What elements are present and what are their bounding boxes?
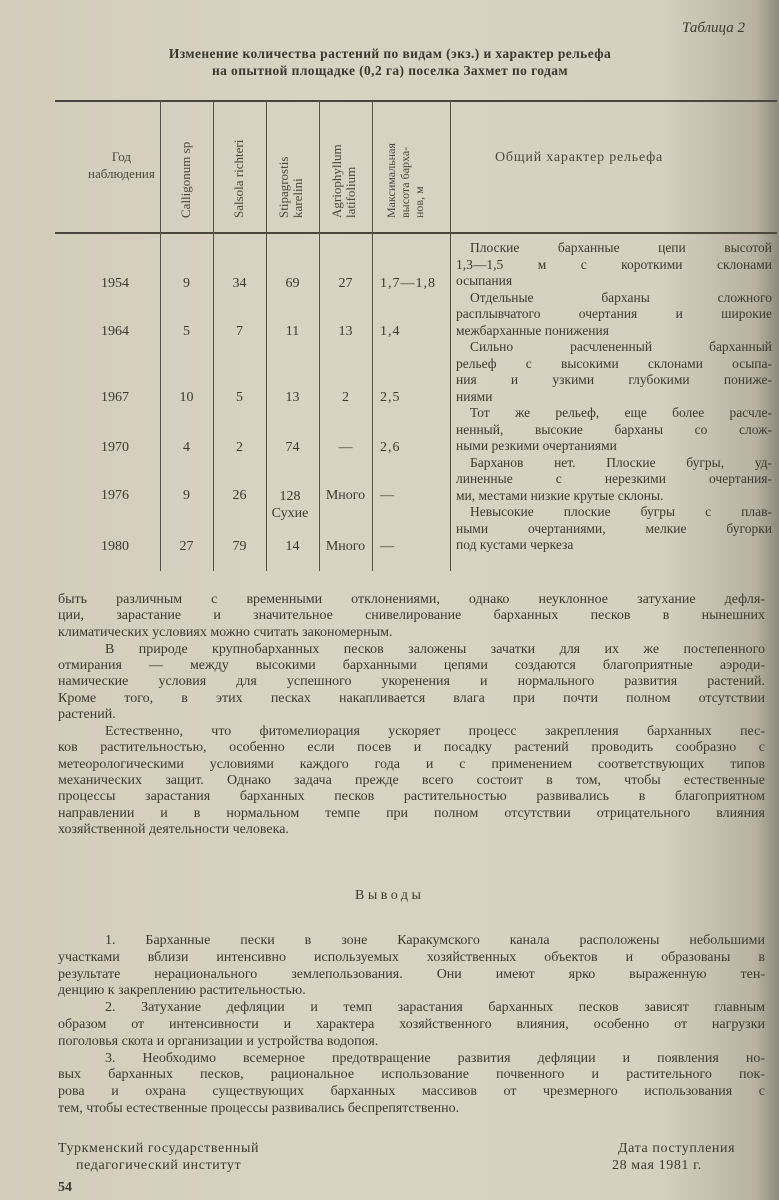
conclusion-line: рова и охрана существующих барханных массивов от чрезмерного использования с: [58, 1084, 765, 1100]
conclusions-heading: Выводы: [355, 888, 425, 903]
conclusion-line: 2. Затухание дефляции и темп зарастания барханных песков зависят главным: [105, 1000, 765, 1016]
cell-salsola: 26: [232, 488, 247, 503]
cell-height: —: [380, 488, 395, 503]
cell-salsola: 5: [236, 390, 243, 405]
header-relief: Общий характер рельефа: [495, 150, 664, 165]
cell-salsola: 34: [232, 276, 247, 291]
body-line: механических защит. Однако задача прежде всего состоит в том, чтобы естественные: [58, 773, 765, 788]
cell-stipagrostis: 14: [285, 539, 300, 554]
body-line: быть различным с временными отклонениями, однако неуклонное затухание дефля-: [58, 592, 765, 607]
header-salsola: Salsola richteri: [231, 139, 246, 218]
conclusion-line: образом от интенсивности и характера хозяйственного влияния, особенно от нагрузки: [58, 1017, 765, 1032]
column-divider: [372, 101, 373, 571]
page-number: 54: [58, 1180, 72, 1195]
cell-year: 1964: [101, 324, 129, 339]
relief-text-line: осыпания: [456, 273, 513, 288]
header-year-line-1: Год: [111, 149, 131, 164]
body-line: растений.: [58, 707, 116, 723]
table-caption-line-1: Изменение количества растений по видам (экз.) и характер рельефа: [168, 46, 612, 61]
body-line: В природе крупнобарханных песков заложены зачатки для их же постепенного: [105, 641, 765, 657]
body-line: ции, зарастание и значительное снивелирование барханных песков в нынешних: [58, 608, 765, 624]
relief-text-line: ными резкими очертаниями: [456, 438, 617, 453]
relief-text-line: рельеф с высокими склонами осыпа-: [456, 355, 772, 371]
footer-received-date: [612, 1141, 736, 1174]
institution-line-2: педагогический институт: [76, 1157, 242, 1173]
body-line: метеорологическими условиями каждого года и с применением соответствующих типов: [58, 756, 765, 772]
cell-height: 2,6: [380, 440, 401, 455]
relief-text-line: 1,3—1,5 м с короткими склонами: [456, 256, 772, 272]
cell-calligonum: 9: [183, 276, 190, 291]
conclusion-line: поголовья скота и организации и устройства водопоя.: [58, 1033, 379, 1049]
cell-agriophyllum: 2: [342, 390, 349, 405]
header-year: [88, 148, 155, 182]
relief-text-line: ниями: [456, 388, 493, 404]
cell-agriophyllum: Много: [325, 488, 366, 503]
table-caption-line-2: на опытной площадке (0,2 га) поселка Захмет по годам: [211, 63, 569, 78]
received-label: Дата поступления: [618, 1141, 736, 1156]
cell-stipagrostis: 13: [285, 390, 300, 405]
cell-height: 2,5: [380, 390, 401, 405]
conclusion-line: денцию к закреплению растительностью.: [58, 983, 306, 999]
relief-text-line: ненный, высокие барханы со слож-: [456, 421, 772, 437]
institution-line-1: Туркменский государственный: [58, 1141, 260, 1156]
body-line: ков растительностью, особенно если посев и посадку растений проводить сообразно с: [58, 740, 765, 756]
relief-text-line: межбарханные понижения: [456, 322, 609, 338]
body-line: Кроме того, в этих песках накапливается влага при почти полном отсутствии: [58, 690, 765, 706]
relief-text-line: ния и узкими глубокими пониже-: [456, 372, 772, 387]
header-stipagrostis: [277, 157, 305, 218]
cell-height: 1,4: [380, 324, 401, 339]
header-max-height-line-2: высота барха-: [398, 146, 412, 218]
header-stipagrostis-line-2: karelini: [290, 178, 305, 218]
cell-year: 1954: [101, 276, 129, 291]
relief-text-line: Тот же рельеф, еще более расчле-: [470, 405, 772, 420]
cell-salsola: 7: [236, 324, 243, 339]
table-label: Таблица 2: [682, 20, 745, 36]
cell-calligonum: 9: [183, 488, 190, 503]
conclusion-line: результате нерационального землепользования. Они имеют ярко выраженную тен-: [58, 966, 765, 982]
conclusion-line: 3. Необходимо всемерное предотвращение развития дефляции и появления но-: [105, 1050, 765, 1066]
cell-agriophyllum: —: [338, 440, 353, 455]
cell-salsola: 2: [236, 440, 243, 455]
cell-stipagrostis: 74: [285, 440, 300, 455]
conclusion-line: участками вблизи интенсивно используемых хозяйственных объектов и образованы в: [58, 949, 765, 965]
cell-height: —: [380, 539, 395, 554]
cell-year: 1976: [101, 488, 129, 503]
relief-text-line: линенные с нерезкими очертания-: [456, 471, 772, 486]
cell-agriophyllum: Много: [325, 539, 366, 554]
cell-calligonum: 27: [179, 539, 194, 554]
body-line: хозяйственной деятельности человека.: [58, 822, 289, 838]
relief-text-line: ми, местами низкие крутые склоны.: [456, 487, 664, 503]
cell-year: 1970: [101, 440, 129, 455]
relief-text-line: ными очертаниями, мелкие бугорки: [456, 520, 772, 536]
header-agriophyllum-line-1: Agriophyllum: [329, 144, 344, 218]
body-line: намические условия для успешного укоренения и нормального развития растений.: [58, 674, 765, 690]
table-header-rule: [55, 232, 777, 234]
relief-text-line: Отдельные барханы сложного: [470, 289, 772, 305]
body-line: отмирания — между высокими барханными цепями создаются благоприятные аэроди-: [58, 657, 765, 673]
body-line: направлении и в нормальном темпе при полном отсутствии отрицательного влияния: [58, 805, 765, 821]
cell-stipagrostis: 69: [285, 276, 300, 291]
relief-text-line: расплывчатого очертания и широкие: [456, 306, 772, 321]
header-stipagrostis-line-1: Stipagrostis: [276, 156, 291, 218]
relief-text-line: Невысокие плоские бугры с плав-: [470, 504, 772, 519]
cell-stipagrostis: 11: [285, 324, 300, 339]
cell-year: 1980: [101, 539, 129, 554]
conclusion-line: вых барханных песков, рациональное использование почвенного и растительного пок-: [58, 1067, 765, 1083]
received-date: 28 мая 1981 г.: [612, 1157, 702, 1173]
cell-year: 1967: [101, 390, 129, 405]
cell-agriophyllum: 27: [338, 276, 353, 291]
body-line: климатических условиях можно считать закономерным.: [58, 624, 393, 640]
header-max-height: [384, 143, 426, 218]
cell-height: 1,7—1,8: [380, 276, 436, 291]
cell-salsola: 79: [232, 539, 247, 554]
body-line: Естественно, что фитомелиорация ускоряет процесс закрепления барханных пес-: [105, 723, 765, 739]
relief-text-line: Сильно расчлененный барханный: [470, 339, 772, 354]
conclusion-line: тем, чтобы естественные процессы развивались беспрепятственно.: [58, 1101, 460, 1116]
relief-text-line: Плоские барханные цепи высотой: [470, 240, 772, 255]
relief-text-line: Барханов нет. Плоские бугры, уд-: [470, 454, 772, 470]
cell-calligonum: 10: [179, 390, 194, 405]
body-line: процессы зарастания барханных песков растительностью развивались в благоприятном: [58, 789, 765, 805]
cell-agriophyllum: 13: [338, 324, 353, 339]
header-max-height-line-1: Максимальная: [384, 143, 398, 218]
footer-institution: [58, 1141, 259, 1174]
header-year-line-2: наблюдения: [88, 166, 155, 181]
cell-stipagrostis: 128 Сухие: [271, 489, 309, 521]
header-calligonum: Calligonum sp: [178, 141, 193, 218]
header-agriophyllum-line-2: latifolium: [343, 166, 358, 218]
table-top-rule: [55, 100, 777, 102]
header-max-height-line-3: нов, м: [412, 186, 426, 218]
cell-calligonum: 4: [183, 440, 190, 455]
header-agriophyllum: [330, 144, 358, 218]
relief-text-line: под кустами черкеза: [456, 537, 574, 552]
conclusion-line: 1. Барханные пески в зоне Каракумского канала расположены небольшими: [105, 933, 765, 948]
cell-calligonum: 5: [183, 324, 190, 339]
